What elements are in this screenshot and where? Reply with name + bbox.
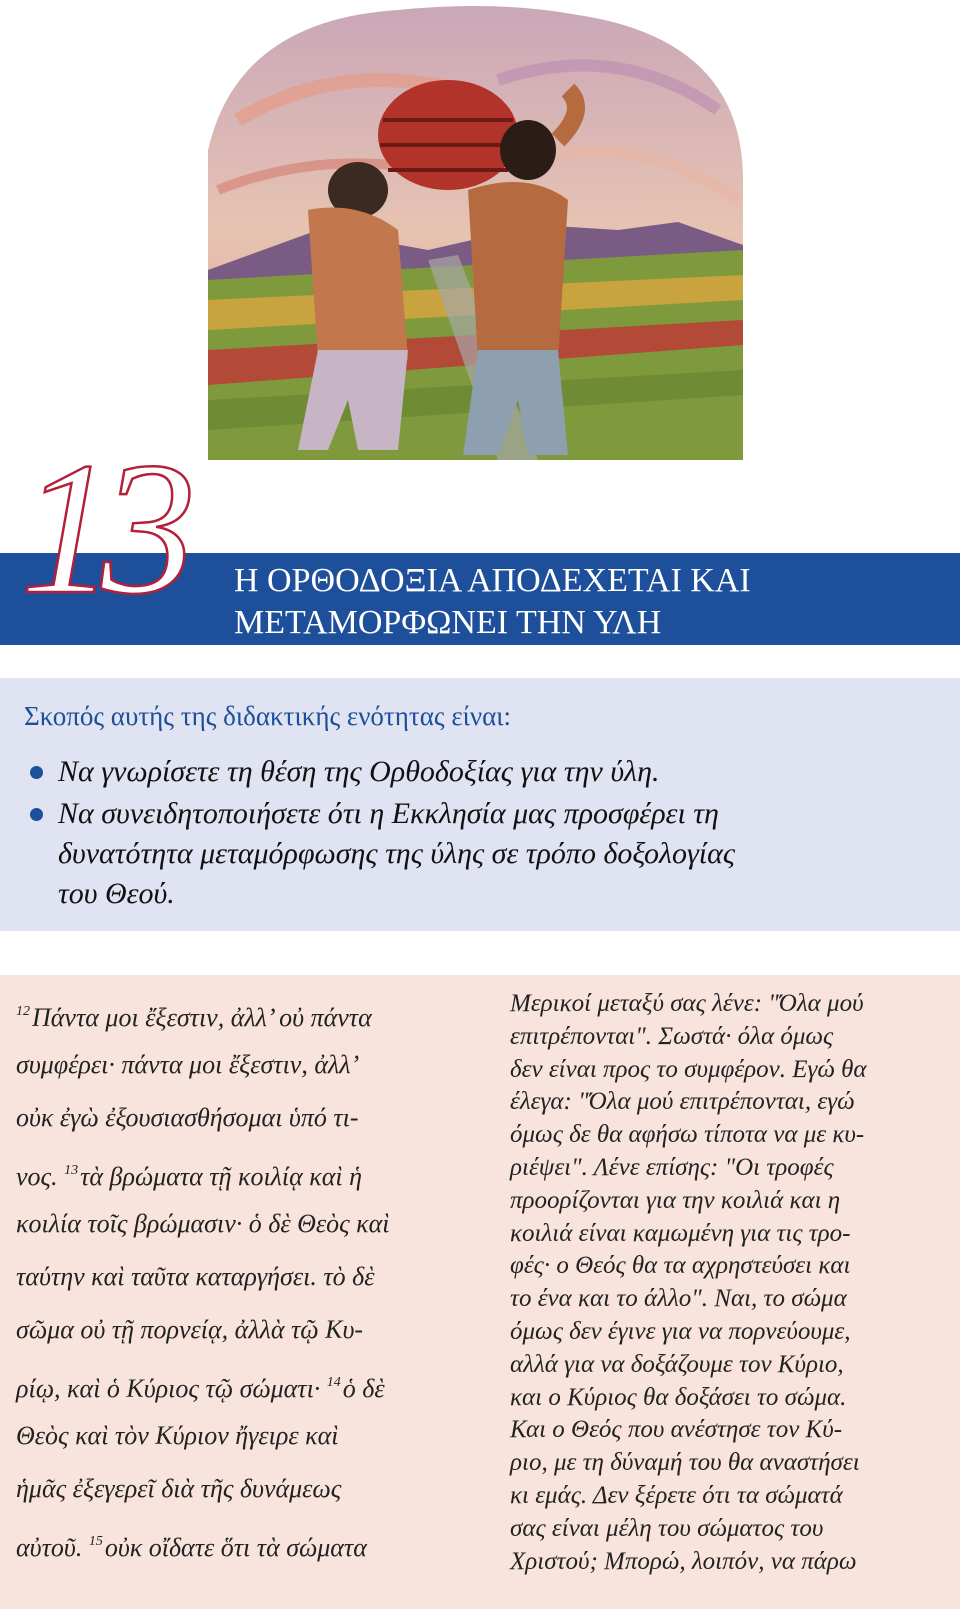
original-text-line: σῶμα οὐ τῇ πορνείᾳ, ἀλλὰ τῷ Κυ- (16, 1315, 364, 1344)
translation-line: προορίζονται για την κοιλιά και η (510, 1186, 841, 1214)
original-text-line: Θεὸς καὶ τὸν Κύριον ἤγειρε καὶ (16, 1421, 339, 1450)
translation-line: όμως δεν έγινε για να πορνεύουμε, (510, 1317, 851, 1345)
translation-line: Και ο Θεός που ανέστησε τον Κύ- (510, 1416, 843, 1444)
translation-line: φές· ο Θεός θα τα αχρηστεύσει και (510, 1252, 851, 1280)
original-text-line: ἡμᾶς ἐξεγερεῖ διὰ τῆς δυνάμεως (16, 1474, 342, 1503)
verse-number: 15 (88, 1534, 103, 1549)
objective-line: του Θεού. (58, 877, 175, 910)
translation-column (510, 988, 950, 1578)
objective-item (28, 752, 948, 792)
translation-line: όμως δε θα αφήσω τίποτα να με κυ- (510, 1121, 865, 1149)
chapter-number (18, 424, 218, 614)
translation-line: το ένα και το άλλο". Ναι, το σώμα (510, 1285, 847, 1313)
translation-line: σας είναι μέλη του σώματος του (510, 1514, 824, 1542)
verse-number: 13 (64, 1163, 79, 1178)
translation-line: Μερικοί μεταξύ σας λένε: "Όλα μού (510, 990, 864, 1017)
original-text-line: οὐκ ἐγὼ ἐξουσιασθήσομαι ὑπό τι- (16, 1103, 359, 1132)
chapter-illustration (198, 0, 768, 465)
chapter-title-line: Η ΟΡΘΟΔΟΞΙΑ ΑΠΟΔΕΧΕΤΑΙ ΚΑΙ (234, 562, 751, 599)
translation-line: και ο Κύριος θα δοξάσει το σώμα. (510, 1383, 847, 1411)
verse-number: 12 (16, 1004, 30, 1019)
original-text-line: κοιλία τοῖς βρώμασιν· ὁ δὲ Θεὸς καὶ (16, 1209, 390, 1238)
translation-line: αλλά για να δοξάζουμε τον Κύριο, (510, 1350, 844, 1378)
translation-line: Χριστού; Μπορώ, λοιπόν, να πάρω (510, 1547, 857, 1575)
bullet-icon (30, 766, 43, 779)
objective-line: Να γνωρίσετε τη θέση της Ορθοδοξίας για την ύλη. (58, 755, 660, 788)
objective-line: δυνατότητα μεταμόρφωσης της ύλης σε τρόπο δοξολογίας (58, 837, 736, 870)
bullet-icon (30, 808, 43, 821)
chapter-number-text: 13 (20, 424, 182, 614)
chapter-title (234, 560, 934, 644)
original-text-column (16, 985, 476, 1568)
translation-line: έλεγα: "Όλα μού επιτρέπονται, εγώ (510, 1088, 855, 1116)
objective-item (28, 794, 948, 914)
translation-line: κι εμάς. Δεν ξέρετε ότι τα σώματά (510, 1481, 843, 1509)
original-text-line: συμφέρει· πάντα μοι ἔξεστιν, ἀλλ’ (16, 1050, 360, 1079)
original-text-line: ρίῳ, καὶ ὁ Κύριος τῷ σώματι· $^{14}$ὁ δὲ (16, 1374, 385, 1403)
original-text-line: αὐτοῦ. $^{15}$οὐκ οἴδατε ὅτι τὰ σώματα (16, 1533, 367, 1562)
translation-line: ριέψει". Λένε επίσης: "Οι τροφές (510, 1153, 834, 1181)
translation-line: επιτρέπονται". Σωστά· όλα όμως (510, 1022, 834, 1050)
chapter-title-line: ΜΕΤΑΜΟΡΦΩΝΕΙ ΤΗΝ ΥΛΗ (234, 604, 662, 641)
translation-line: δεν είναι προς το συμφέρον. Εγώ θα (510, 1055, 867, 1083)
verse-number: 14 (326, 1375, 341, 1390)
objective-line: Να συνειδητοποιήσετε ότι η Εκκλησία μας προσφέρει τη (58, 797, 719, 830)
translation-line: κοιλιά είναι καμωμένη για τις τρο- (510, 1219, 851, 1247)
original-text-line: νος. $^{13}$τὰ βρώματα τῇ κοιλίᾳ καὶ ἡ (16, 1162, 363, 1191)
translation-line: ριο, με τη δύναμή του θα αναστήσει (510, 1449, 860, 1477)
objectives-heading: Σκοπός αυτής της διδακτικής ενότητας είναι: (24, 701, 512, 731)
original-text-line: ταύτην καὶ ταῦτα καταργήσει. τὸ δὲ (16, 1262, 375, 1291)
objectives-list (28, 752, 948, 916)
original-text-line: $^{12}$Πάντα μοι ἔξεστιν, ἀλλ’ οὐ πάντα (16, 1003, 372, 1032)
